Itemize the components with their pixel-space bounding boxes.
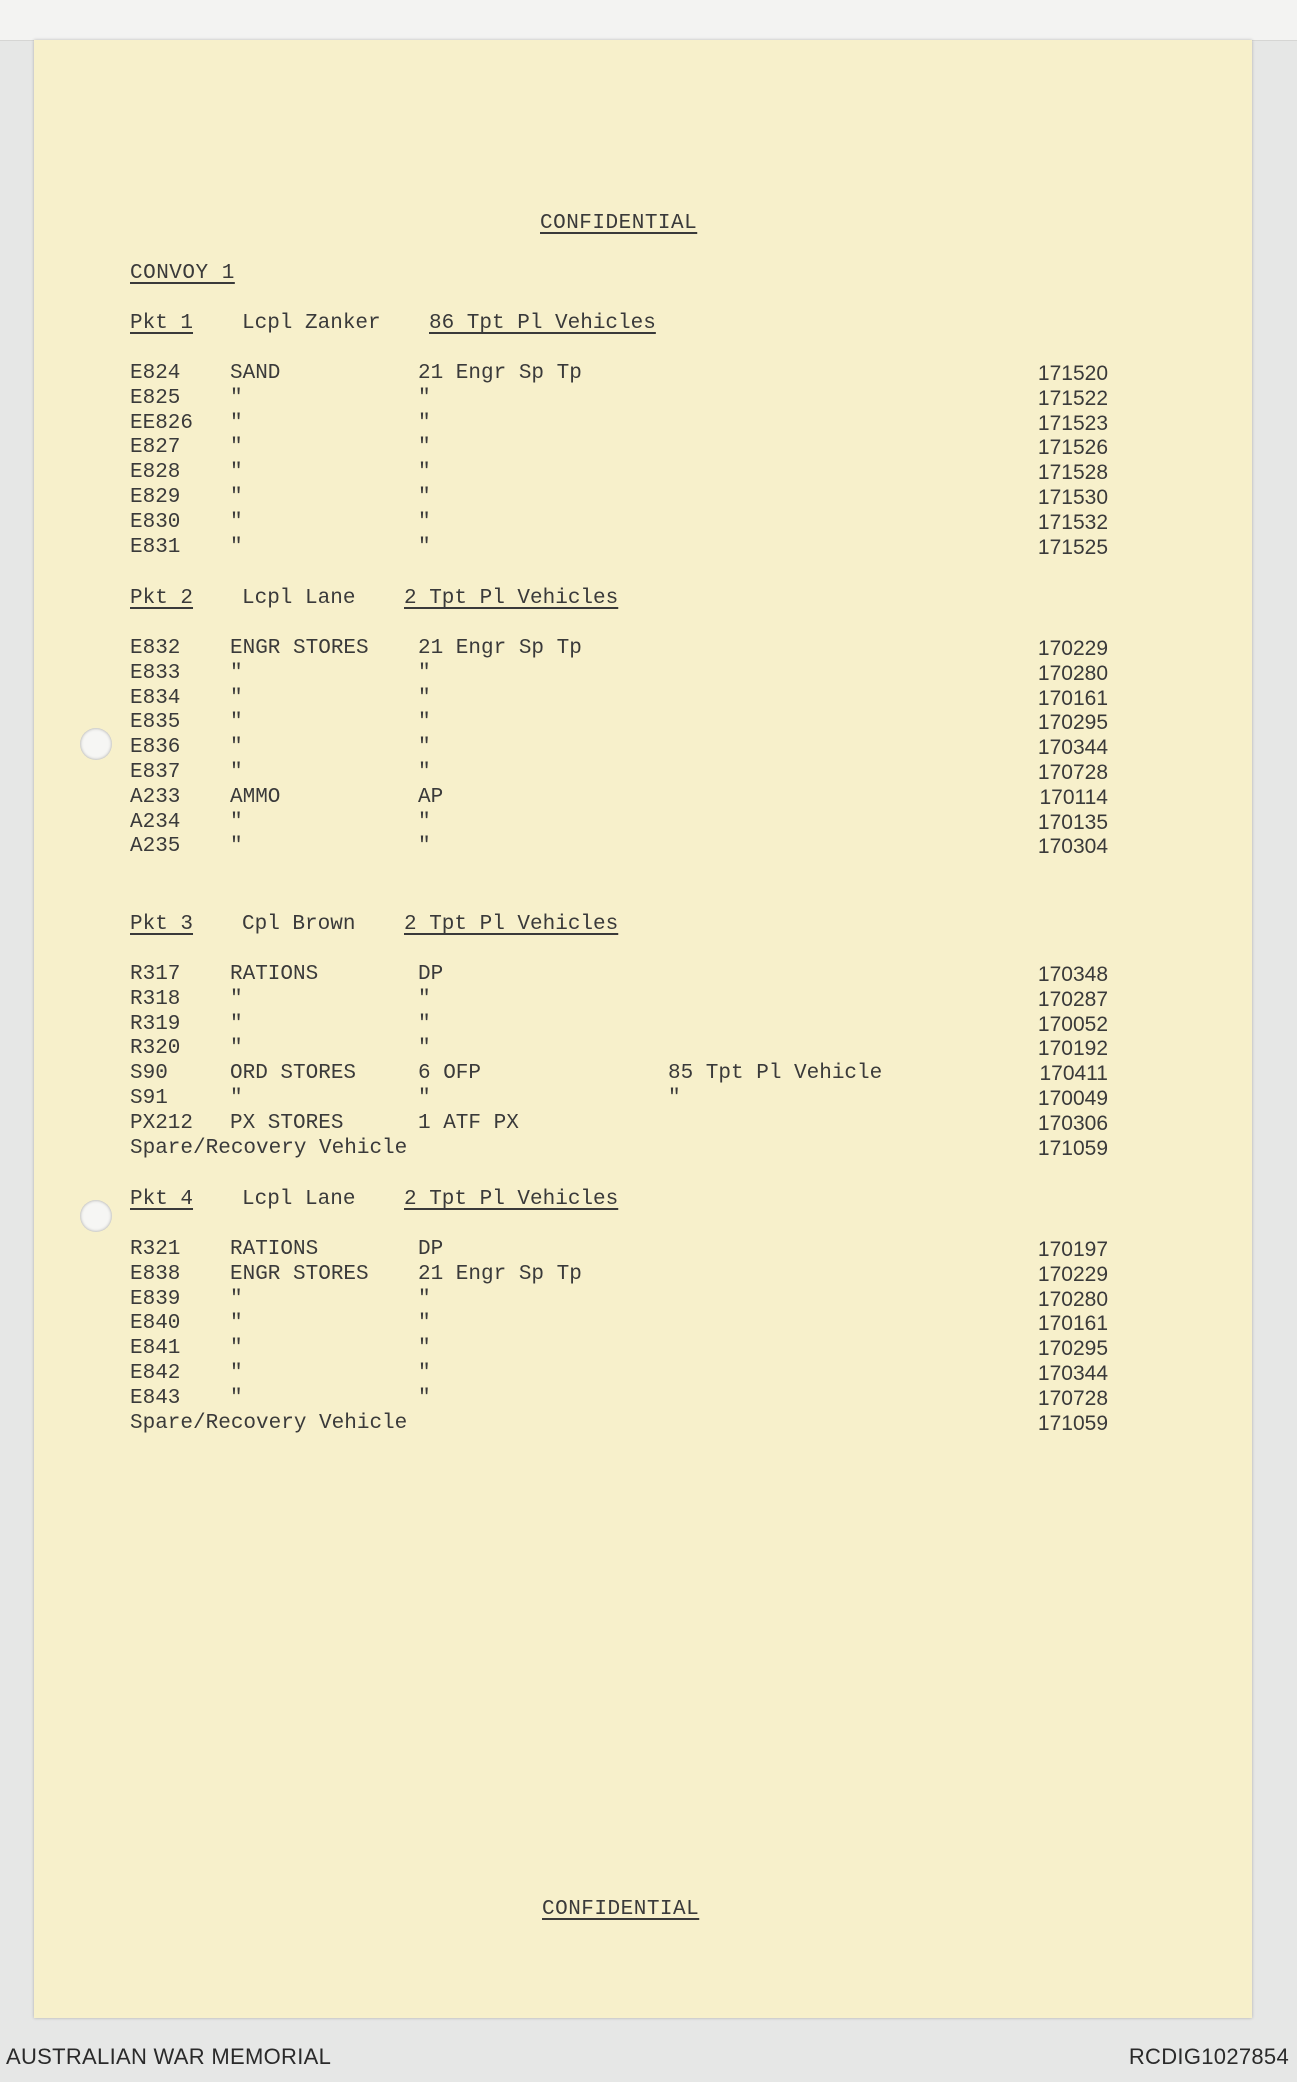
unit: " <box>418 1362 431 1385</box>
vehicle-id: A235 <box>130 835 181 859</box>
cargo: " <box>230 810 243 834</box>
vehicle-number: 170161 <box>1037 1312 1108 1336</box>
vehicle-number: 170344 <box>1037 736 1108 760</box>
vehicle-row <box>130 1037 1120 1062</box>
unit: 6 OFP <box>418 1062 482 1086</box>
vehicle-number: 171530 <box>1037 486 1108 509</box>
vehicle-row <box>130 637 1120 662</box>
vehicle-row <box>130 412 1120 437</box>
vehicle-id: E832 <box>130 637 181 660</box>
vehicle-number: 171525 <box>1037 535 1108 559</box>
unit: " <box>418 436 431 460</box>
cargo: RATIONS <box>230 963 319 986</box>
vehicle-id: R319 <box>130 1012 181 1036</box>
unit: 1 ATF PX <box>418 1111 519 1135</box>
vehicle-id: E831 <box>130 535 181 559</box>
vehicle-id: E828 <box>130 461 181 485</box>
convoy-title: CONVOY 1 <box>130 262 235 285</box>
vehicle-row <box>130 1288 1120 1313</box>
vehicle-id: A233 <box>130 785 181 809</box>
vehicle-id: S91 <box>130 1087 168 1110</box>
vehicle-row <box>130 988 1120 1013</box>
packet-vehicles: 86 Tpt Pl Vehicles <box>429 312 656 335</box>
cargo: " <box>230 1337 243 1361</box>
vehicle-row <box>130 461 1120 486</box>
cargo: " <box>230 1012 243 1036</box>
vehicle-row <box>130 761 1120 786</box>
vehicle-id: E837 <box>130 761 181 784</box>
vehicle-number: 170280 <box>1037 661 1108 685</box>
unit: 21 Engr Sp Tp <box>418 362 582 385</box>
unit: " <box>418 535 431 559</box>
vehicle-number: 170135 <box>1037 810 1108 834</box>
vehicle-row <box>130 1238 1120 1263</box>
unit: 21 Engr Sp Tp <box>418 637 582 660</box>
cargo: " <box>230 486 243 509</box>
vehicle-row <box>130 687 1120 712</box>
vehicle-number: 170287 <box>1037 987 1108 1011</box>
cargo: " <box>230 535 243 559</box>
extra-note: " <box>668 1087 681 1110</box>
unit: " <box>418 761 431 784</box>
vehicle-number: 170728 <box>1037 761 1108 784</box>
vehicle-number: 171532 <box>1037 510 1108 534</box>
unit: " <box>418 1037 431 1061</box>
unit: 21 Engr Sp Tp <box>418 1262 582 1286</box>
vehicle-row <box>130 1013 1120 1038</box>
unit: " <box>418 1087 431 1110</box>
vehicle-row <box>130 1087 1120 1112</box>
packet-label: Pkt 4 <box>130 1188 194 1211</box>
packet-leader: Cpl Brown <box>242 913 356 936</box>
vehicle-number: 170049 <box>1037 1087 1108 1110</box>
cargo: " <box>230 761 243 784</box>
cargo: " <box>230 386 243 410</box>
cargo: " <box>230 711 243 735</box>
vehicle-row <box>130 1112 1120 1137</box>
unit: " <box>418 736 431 760</box>
unit: " <box>418 386 431 410</box>
packet-vehicles: 2 Tpt Pl Vehicles <box>404 913 619 936</box>
unit: " <box>418 1386 431 1410</box>
vehicle-id: E830 <box>130 510 181 534</box>
unit: " <box>418 510 431 534</box>
unit: " <box>418 1337 431 1361</box>
unit: AP <box>418 785 444 809</box>
vehicle-id: E834 <box>130 686 181 710</box>
packet-vehicles: 2 Tpt Pl Vehicles <box>404 1188 619 1211</box>
cargo: " <box>230 436 243 460</box>
cargo: " <box>230 835 243 859</box>
cargo: " <box>230 686 243 710</box>
unit: " <box>418 661 431 685</box>
vehicle-id: R317 <box>130 963 181 986</box>
cargo: RATIONS <box>230 1238 319 1261</box>
vehicle-row <box>130 362 1120 387</box>
vehicle-number: 171522 <box>1037 386 1108 410</box>
unit: " <box>418 486 431 509</box>
footer-confidential: CONFIDENTIAL <box>542 1898 700 1921</box>
packet-label: Pkt 2 <box>130 587 194 610</box>
spare-number: 171059 <box>1037 1136 1108 1160</box>
spare-vehicle-row <box>130 1137 1120 1162</box>
unit: " <box>418 1312 431 1336</box>
vehicle-row <box>130 387 1120 412</box>
unit: " <box>418 711 431 735</box>
vehicle-id: E836 <box>130 736 181 760</box>
footer-archive-id: RCDIG1027854 <box>1128 2044 1289 2069</box>
punch-hole <box>80 728 112 760</box>
cargo: ENGR STORES <box>230 1262 369 1286</box>
cargo: " <box>230 1386 243 1410</box>
vehicle-row <box>130 662 1120 687</box>
document-page <box>34 40 1252 2018</box>
top-margin-bar <box>0 0 1297 41</box>
vehicle-id: E838 <box>130 1262 181 1286</box>
cargo: " <box>230 1087 243 1110</box>
cargo: " <box>230 661 243 685</box>
vehicle-id: PX212 <box>130 1111 194 1135</box>
vehicle-row <box>130 1263 1120 1288</box>
vehicle-id: EE826 <box>130 411 194 435</box>
spare-vehicle-row <box>130 1412 1120 1437</box>
vehicle-row <box>130 536 1120 561</box>
punch-hole <box>80 1200 112 1232</box>
cargo: ENGR STORES <box>230 637 369 660</box>
unit: " <box>418 987 431 1011</box>
vehicle-id: R320 <box>130 1037 181 1061</box>
unit: " <box>418 1012 431 1036</box>
vehicle-number: 170344 <box>1037 1362 1108 1385</box>
vehicle-id: A234 <box>130 810 181 834</box>
packet-leader: Lcpl Zanker <box>242 312 381 335</box>
vehicle-number: 170052 <box>1037 1012 1108 1036</box>
vehicle-number: 170114 <box>1039 785 1108 809</box>
footer-archive-name: AUSTRALIAN WAR MEMORIAL <box>6 2044 332 2069</box>
spare-number: 171059 <box>1037 1411 1108 1435</box>
cargo: SAND <box>230 362 281 385</box>
header-confidential: CONFIDENTIAL <box>540 212 698 235</box>
vehicle-number: 170197 <box>1037 1238 1108 1261</box>
vehicle-id: E835 <box>130 711 181 735</box>
vehicle-number: 171523 <box>1037 411 1108 435</box>
cargo: " <box>230 1362 243 1385</box>
unit: " <box>418 1287 431 1311</box>
vehicle-row <box>130 711 1120 736</box>
vehicle-id: E829 <box>130 486 181 509</box>
vehicle-row <box>130 486 1120 511</box>
cargo: " <box>230 1287 243 1311</box>
vehicle-number: 170161 <box>1037 686 1108 710</box>
vehicle-id: R318 <box>130 987 181 1011</box>
vehicle-number: 170280 <box>1037 1287 1108 1311</box>
unit: " <box>418 686 431 710</box>
unit: DP <box>418 963 444 986</box>
vehicle-number: 170295 <box>1037 711 1108 735</box>
vehicle-row <box>130 1387 1120 1412</box>
vehicle-number: 170192 <box>1037 1037 1108 1061</box>
cargo: " <box>230 736 243 760</box>
vehicle-row <box>130 736 1120 761</box>
cargo: ORD STORES <box>230 1062 357 1086</box>
vehicle-row <box>130 1362 1120 1387</box>
packet-label: Pkt 3 <box>130 913 194 936</box>
packet-leader: Lcpl Lane <box>242 1188 356 1211</box>
vehicle-id: E843 <box>130 1386 181 1410</box>
packet-label: Pkt 1 <box>130 312 194 335</box>
spare-label: Spare/Recovery Vehicle <box>130 1411 408 1435</box>
cargo: " <box>230 510 243 534</box>
unit: DP <box>418 1238 444 1261</box>
cargo: " <box>230 1037 243 1061</box>
packet-vehicles: 2 Tpt Pl Vehicles <box>404 587 619 610</box>
vehicle-number: 170411 <box>1039 1062 1108 1086</box>
vehicle-number: 171528 <box>1037 461 1108 485</box>
vehicle-number: 171520 <box>1037 362 1108 385</box>
vehicle-row <box>130 811 1120 836</box>
vehicle-id: E840 <box>130 1312 181 1336</box>
unit: " <box>418 810 431 834</box>
packet-leader: Lcpl Lane <box>242 587 356 610</box>
vehicle-number: 170348 <box>1037 963 1108 986</box>
vehicle-row <box>130 835 1120 860</box>
vehicle-number: 170728 <box>1037 1386 1108 1410</box>
vehicle-row <box>130 436 1120 461</box>
vehicle-id: E839 <box>130 1287 181 1311</box>
cargo: " <box>230 411 243 435</box>
extra-note: 85 Tpt Pl Vehicle <box>668 1062 883 1086</box>
vehicle-id: E825 <box>130 386 181 410</box>
spare-label: Spare/Recovery Vehicle <box>130 1136 408 1160</box>
vehicle-id: S90 <box>130 1062 168 1086</box>
vehicle-number: 170295 <box>1037 1337 1108 1361</box>
vehicle-id: E841 <box>130 1337 181 1361</box>
vehicle-id: E827 <box>130 436 181 460</box>
vehicle-id: E824 <box>130 362 181 385</box>
vehicle-id: E833 <box>130 661 181 685</box>
vehicle-row <box>130 963 1120 988</box>
vehicle-number: 170306 <box>1037 1111 1108 1135</box>
vehicle-row <box>130 511 1120 536</box>
cargo: " <box>230 1312 243 1336</box>
vehicle-number: 170304 <box>1037 835 1108 859</box>
cargo: " <box>230 987 243 1011</box>
vehicle-row <box>130 1312 1120 1337</box>
vehicle-row <box>130 1062 1120 1087</box>
unit: " <box>418 411 431 435</box>
cargo: " <box>230 461 243 485</box>
vehicle-row <box>130 786 1120 811</box>
unit: " <box>418 461 431 485</box>
vehicle-number: 170229 <box>1037 1262 1108 1286</box>
unit: " <box>418 835 431 859</box>
vehicle-number: 170229 <box>1037 637 1108 660</box>
cargo: PX STORES <box>230 1111 344 1135</box>
cargo: AMMO <box>230 785 281 809</box>
vehicle-id: E842 <box>130 1362 181 1385</box>
vehicle-id: R321 <box>130 1238 181 1261</box>
vehicle-row <box>130 1337 1120 1362</box>
vehicle-number: 171526 <box>1037 436 1108 460</box>
